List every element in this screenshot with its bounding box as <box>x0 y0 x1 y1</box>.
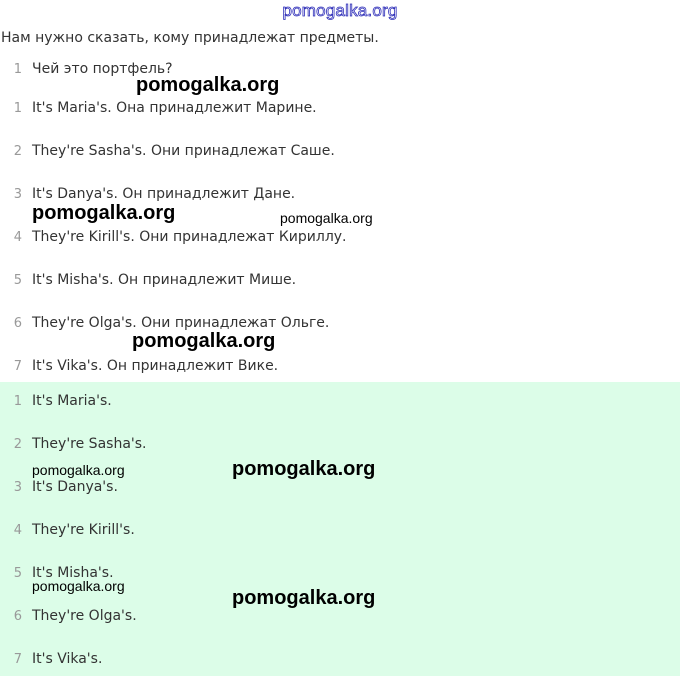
line-number: 4 <box>13 230 22 245</box>
line-text: It's Misha's. Он принадлежит Мише. <box>32 272 297 288</box>
line-text: It's Danya's. Он принадлежит Дане. <box>32 186 296 202</box>
line-number: 3 <box>13 480 22 495</box>
line-number: 4 <box>13 523 22 538</box>
line-number: 1 <box>13 62 22 77</box>
answer-line <box>0 606 137 626</box>
line-text: It's Misha's. <box>32 565 114 581</box>
question-line <box>0 270 296 290</box>
line-number: 2 <box>13 144 22 159</box>
watermark: pomogalka.org <box>32 202 176 224</box>
line-number: 1 <box>13 101 22 116</box>
line-number: 7 <box>13 359 22 374</box>
answer-line <box>0 477 118 497</box>
line-text: They're Kirill's. Они принадлежат Кириллу. <box>32 229 347 245</box>
line-number: 7 <box>13 652 22 667</box>
line-number: 1 <box>13 394 22 409</box>
answer-line <box>0 434 147 454</box>
question-line <box>0 184 295 204</box>
line-number: 6 <box>13 609 22 624</box>
line-text: It's Vika's. <box>32 651 103 667</box>
watermark: pomogalka.org <box>232 587 376 609</box>
answer-line <box>0 520 135 540</box>
line-text: They're Olga's. Они принадлежат Ольге. <box>32 315 330 331</box>
watermark: pomogalka.org <box>32 578 125 594</box>
line-number: 6 <box>13 316 22 331</box>
site-logo[interactable]: pomogalka.org <box>282 1 398 20</box>
watermark: pomogalka.org <box>132 330 276 352</box>
line-text: They're Sasha's. Они принадлежат Саше. <box>32 143 335 159</box>
answer-line <box>0 391 112 411</box>
question-line <box>0 227 347 247</box>
line-number: 5 <box>13 273 22 288</box>
watermark: pomogalka.org <box>280 210 373 226</box>
watermark: pomogalka.org <box>136 74 280 96</box>
line-text: It's Maria's. <box>32 393 112 409</box>
watermark: pomogalka.org <box>32 462 125 478</box>
question-line <box>0 356 278 376</box>
line-text: They're Olga's. <box>32 608 137 624</box>
line-text: It's Vika's. Он принадлежит Вике. <box>32 358 279 374</box>
watermark: pomogalka.org <box>232 458 376 480</box>
line-text: It's Danya's. <box>32 479 118 495</box>
answer-line <box>0 649 102 669</box>
line-number: 3 <box>13 187 22 202</box>
line-text: They're Kirill's. <box>32 522 135 538</box>
line-text: They're Sasha's. <box>32 436 147 452</box>
line-number: 5 <box>13 566 22 581</box>
question-line <box>0 98 317 118</box>
question-line <box>0 141 335 161</box>
instruction-text: Нам нужно сказать, кому принадлежат предметы. <box>1 30 379 46</box>
line-number: 2 <box>13 437 22 452</box>
line-text: Чей это портфель? <box>32 61 173 77</box>
line-text: It's Maria's. Она принадлежит Марине. <box>32 100 317 116</box>
